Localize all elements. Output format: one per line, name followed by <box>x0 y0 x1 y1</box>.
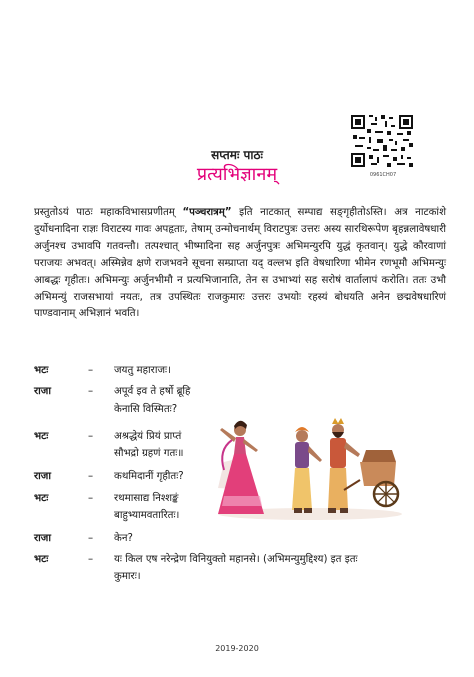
dash: – <box>88 493 94 504</box>
dialogue-line: अपूर्व इव ते हर्षो ब्रूहि <box>114 386 191 397</box>
dialogue-line: यः किल एष नरेन्द्रेण विनियुक्तो महानसे। (अभिमन्युमुद्दिश्य) इत इतः <box>114 554 358 565</box>
lesson-title: प्रत्यभिज्ञानम् <box>196 164 278 185</box>
lesson-number: सप्तमः पाठः <box>211 148 263 162</box>
speaker: राजा <box>34 533 52 544</box>
dialogue-line: कुमारः। <box>114 571 141 582</box>
dialogue-line: जयतु महाराजः। <box>114 365 171 376</box>
page-footer-year: 2019-2020 <box>215 644 259 653</box>
chariot <box>344 450 398 506</box>
dash: – <box>88 431 94 442</box>
intro-text-start: प्रस्तुतोऽयं पाठः महाकविभासप्रणीतम् <box>34 207 183 218</box>
speaker: भटः <box>34 365 49 376</box>
play-name: “पञ्चरात्रम्” <box>182 207 232 218</box>
dialogue-line: अश्रद्धेयं प्रियं प्राप्तं <box>114 431 182 442</box>
king-figure <box>328 418 360 513</box>
speaker: राजा <box>34 386 52 397</box>
dash: – <box>88 365 94 376</box>
dialogue-line: रथमासाद्य निश्शङ्कं <box>114 493 179 504</box>
dialogue-line: कथमिदानीं गृहीतः? <box>114 471 184 482</box>
speaker: भटः <box>34 431 49 442</box>
soldier-figure <box>292 427 322 513</box>
dash: – <box>88 471 94 482</box>
speaker: भटः <box>34 493 49 504</box>
dialogue-line: बाहुभ्यामवतारितः। <box>114 510 180 521</box>
intro-text-rest: इति नाटकात् सम्पाद्य सङ्गृहीतोऽस्ति। अत्र नाटकांशे दुर्योधनादिना राज्ञः विराटस्य गावः अपहृताः, तेषाम् उन्मोचनार्थम् विराटपुत्रः उत्तरः अस्य सारथिरूपेण बृहन्नलावेषधारी अर्जुनश्च उभावपि गतवन्तौ। तत्पश्चात् भीष्मादिना सह अर्जुनपुत्रः अभिमन्युरपि युद्धं कृतवान्। युद्धे कौरवाणां पराजयः अभवत्। अस्मिन्नेव क्षणे राजभवने सूचना सम्प्राप्ता यद् वल्लभ इति वेषधारिणा भीमेन रणभूमौ अभिमन्युः आबद्धः गृहीतः। अभिमन्युः अर्जुनभीमौ न प्रत्यभिजानाति, तेन स उभाभ्यां सह सरोषं वार्तालापं करोति। ततः उभौ अभिमन्युं राजसभायां नयतः, तत्र उपस्थितः राजकुमारः उत्तरः उभयोः रहस्यं बोधयति अनेन छद्मवेषधारिणं पाण्डवानाम् अभिज्ञानं भवति। <box>34 207 446 320</box>
dash: – <box>88 533 94 544</box>
qr-caption: 0961CH07 <box>369 172 397 178</box>
speaker: राजा <box>34 471 52 482</box>
intro-paragraph <box>34 205 446 323</box>
illustration <box>210 410 405 522</box>
speaker: भटः <box>34 554 49 565</box>
dialogue-line: सौभद्रो ग्रहणं गतः॥ <box>114 448 184 459</box>
dialogue-line: केनासि विस्मितः? <box>114 404 178 415</box>
dialogue-line: केन? <box>114 533 133 544</box>
dash: – <box>88 554 94 565</box>
dash: – <box>88 386 94 397</box>
